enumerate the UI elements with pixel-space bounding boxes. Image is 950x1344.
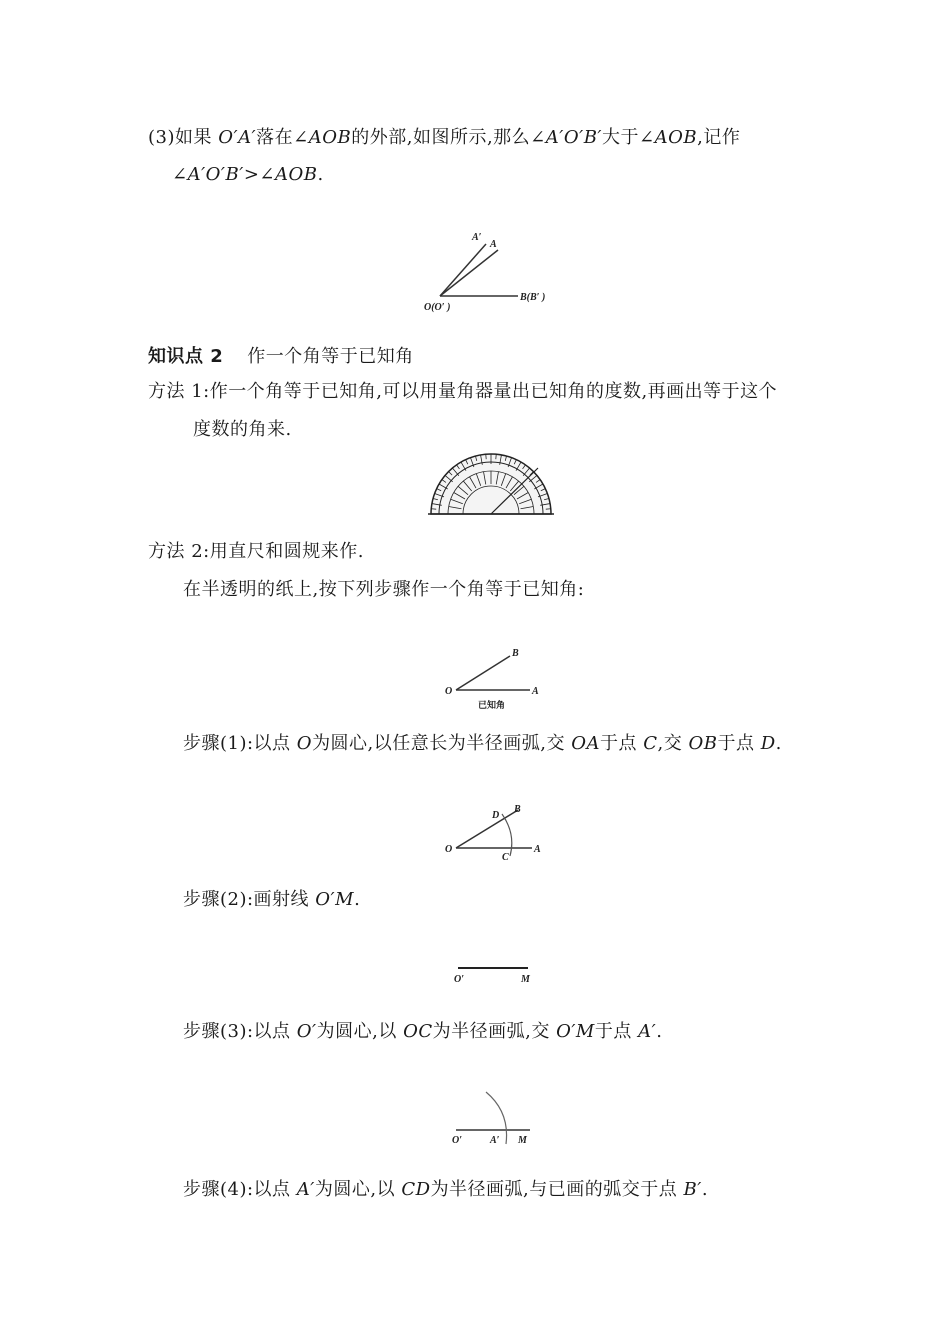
ray-ob (456, 656, 510, 690)
point-label: C (643, 733, 658, 754)
label-a: A (532, 686, 539, 697)
text-segment: 于点 (600, 733, 644, 754)
method2-line1: 方法 2:用直尺和圆规来作. (148, 541, 364, 562)
text-segment: 为圆心,以 (314, 1179, 402, 1200)
label-o: O (445, 844, 453, 855)
ray-ob (456, 810, 518, 848)
point-label: A′ (296, 1179, 315, 1200)
ray-label: O′A′ (218, 127, 257, 148)
section3-line2 (172, 163, 324, 187)
text-segment: . (775, 733, 782, 754)
label-m: M (521, 974, 530, 985)
text-segment: >∠ (243, 164, 276, 185)
label-a: A (534, 844, 541, 855)
arc-cd (502, 814, 512, 856)
segment-label: OA (571, 733, 600, 754)
label-b: B (512, 648, 519, 659)
angle-label: AOB (275, 164, 318, 185)
label-o: O(O′ ) (424, 302, 451, 313)
method2-intro: 在半透明的纸上,按下列步骤作一个角等于已知角: (183, 579, 585, 600)
knowledge-point-title: 作一个角等于已知角 (247, 346, 414, 367)
text-segment: . (701, 1179, 709, 1200)
text-segment: 为圆心,以任意长为半径画弧,交 (312, 733, 572, 754)
step4-text (183, 1178, 708, 1202)
ray-oa (440, 250, 498, 296)
figure-step2 (448, 960, 548, 990)
text-segment: 大于∠ (602, 127, 655, 148)
label-a-prime: A′ (472, 232, 482, 243)
text-segment: 步骤(3):以点 (183, 1021, 297, 1042)
label-a-prime: A′ (490, 1135, 500, 1146)
label-m: M (518, 1135, 527, 1146)
method1-line2: 度数的角来. (193, 419, 292, 440)
figure-step3 (448, 1090, 548, 1150)
text-segment: . (354, 889, 361, 910)
text-segment: 为半径画弧,与已画的弧交于点 (430, 1179, 684, 1200)
figure-given-angle (440, 644, 560, 714)
label-o: O (445, 686, 453, 697)
text-segment: 步骤(4):以点 (183, 1179, 297, 1200)
text-segment: 为圆心,以 (316, 1021, 404, 1042)
text-segment: 步骤(2):画射线 (183, 889, 316, 910)
text-segment: . (656, 1021, 663, 1042)
step1-text (183, 732, 782, 756)
angle-label: AOB (308, 127, 352, 148)
angle-label: A′O′B′ (187, 164, 244, 185)
text-segment: 步骤(1):以点 (183, 733, 297, 754)
angle-label: AOB (654, 127, 698, 148)
point-label: B′ (683, 1179, 702, 1200)
ray-label: O′M (315, 889, 355, 910)
segment-label: CD (401, 1179, 431, 1200)
segment-label: OB (688, 733, 718, 754)
figure-caption: 已知角 (478, 701, 506, 711)
text-segment: ,交 (657, 733, 689, 754)
text-segment: 为半径画弧,交 (432, 1021, 557, 1042)
label-o-prime: O′ (452, 1135, 463, 1146)
label-b: B(B′ ) (520, 292, 546, 303)
text-segment: 落在∠ (256, 127, 309, 148)
figure-step1 (440, 800, 560, 870)
method1-line1: 方法 1:作一个角等于已知角,可以用量角器量出已知角的度数,再画出等于这个 (148, 381, 778, 402)
text-segment: . (317, 164, 324, 185)
ray-label: O′M (556, 1021, 595, 1042)
segment-label: OC (403, 1021, 433, 1042)
section3-line1 (148, 126, 740, 150)
point-label: O (296, 733, 313, 754)
point-label: D (760, 733, 776, 754)
text-segment: ,记作 (697, 127, 741, 148)
knowledge-point-number: 知识点 2 (148, 346, 224, 367)
text-segment: 的外部,如图所示,那么∠ (351, 127, 546, 148)
label-a: A (490, 239, 497, 250)
point-label: A′ (638, 1021, 657, 1042)
label-o-prime: O′ (454, 974, 465, 985)
text-segment: (3)如果 (148, 127, 219, 148)
step3-text (183, 1020, 662, 1044)
text-segment: ∠ (172, 164, 188, 185)
angle-label: A′O′B′ (545, 127, 603, 148)
ray-oa-prime (440, 244, 486, 296)
step2-text (183, 888, 360, 912)
text-segment: 于点 (717, 733, 761, 754)
text-segment: 于点 (594, 1021, 639, 1042)
figure-angle-comparison (420, 228, 580, 318)
label-b: B (514, 804, 521, 815)
knowledge-point-heading (148, 345, 414, 369)
point-label: O′ (296, 1021, 317, 1042)
protractor-figure (428, 452, 554, 520)
label-c: C (502, 852, 509, 863)
label-d: D (492, 810, 500, 821)
